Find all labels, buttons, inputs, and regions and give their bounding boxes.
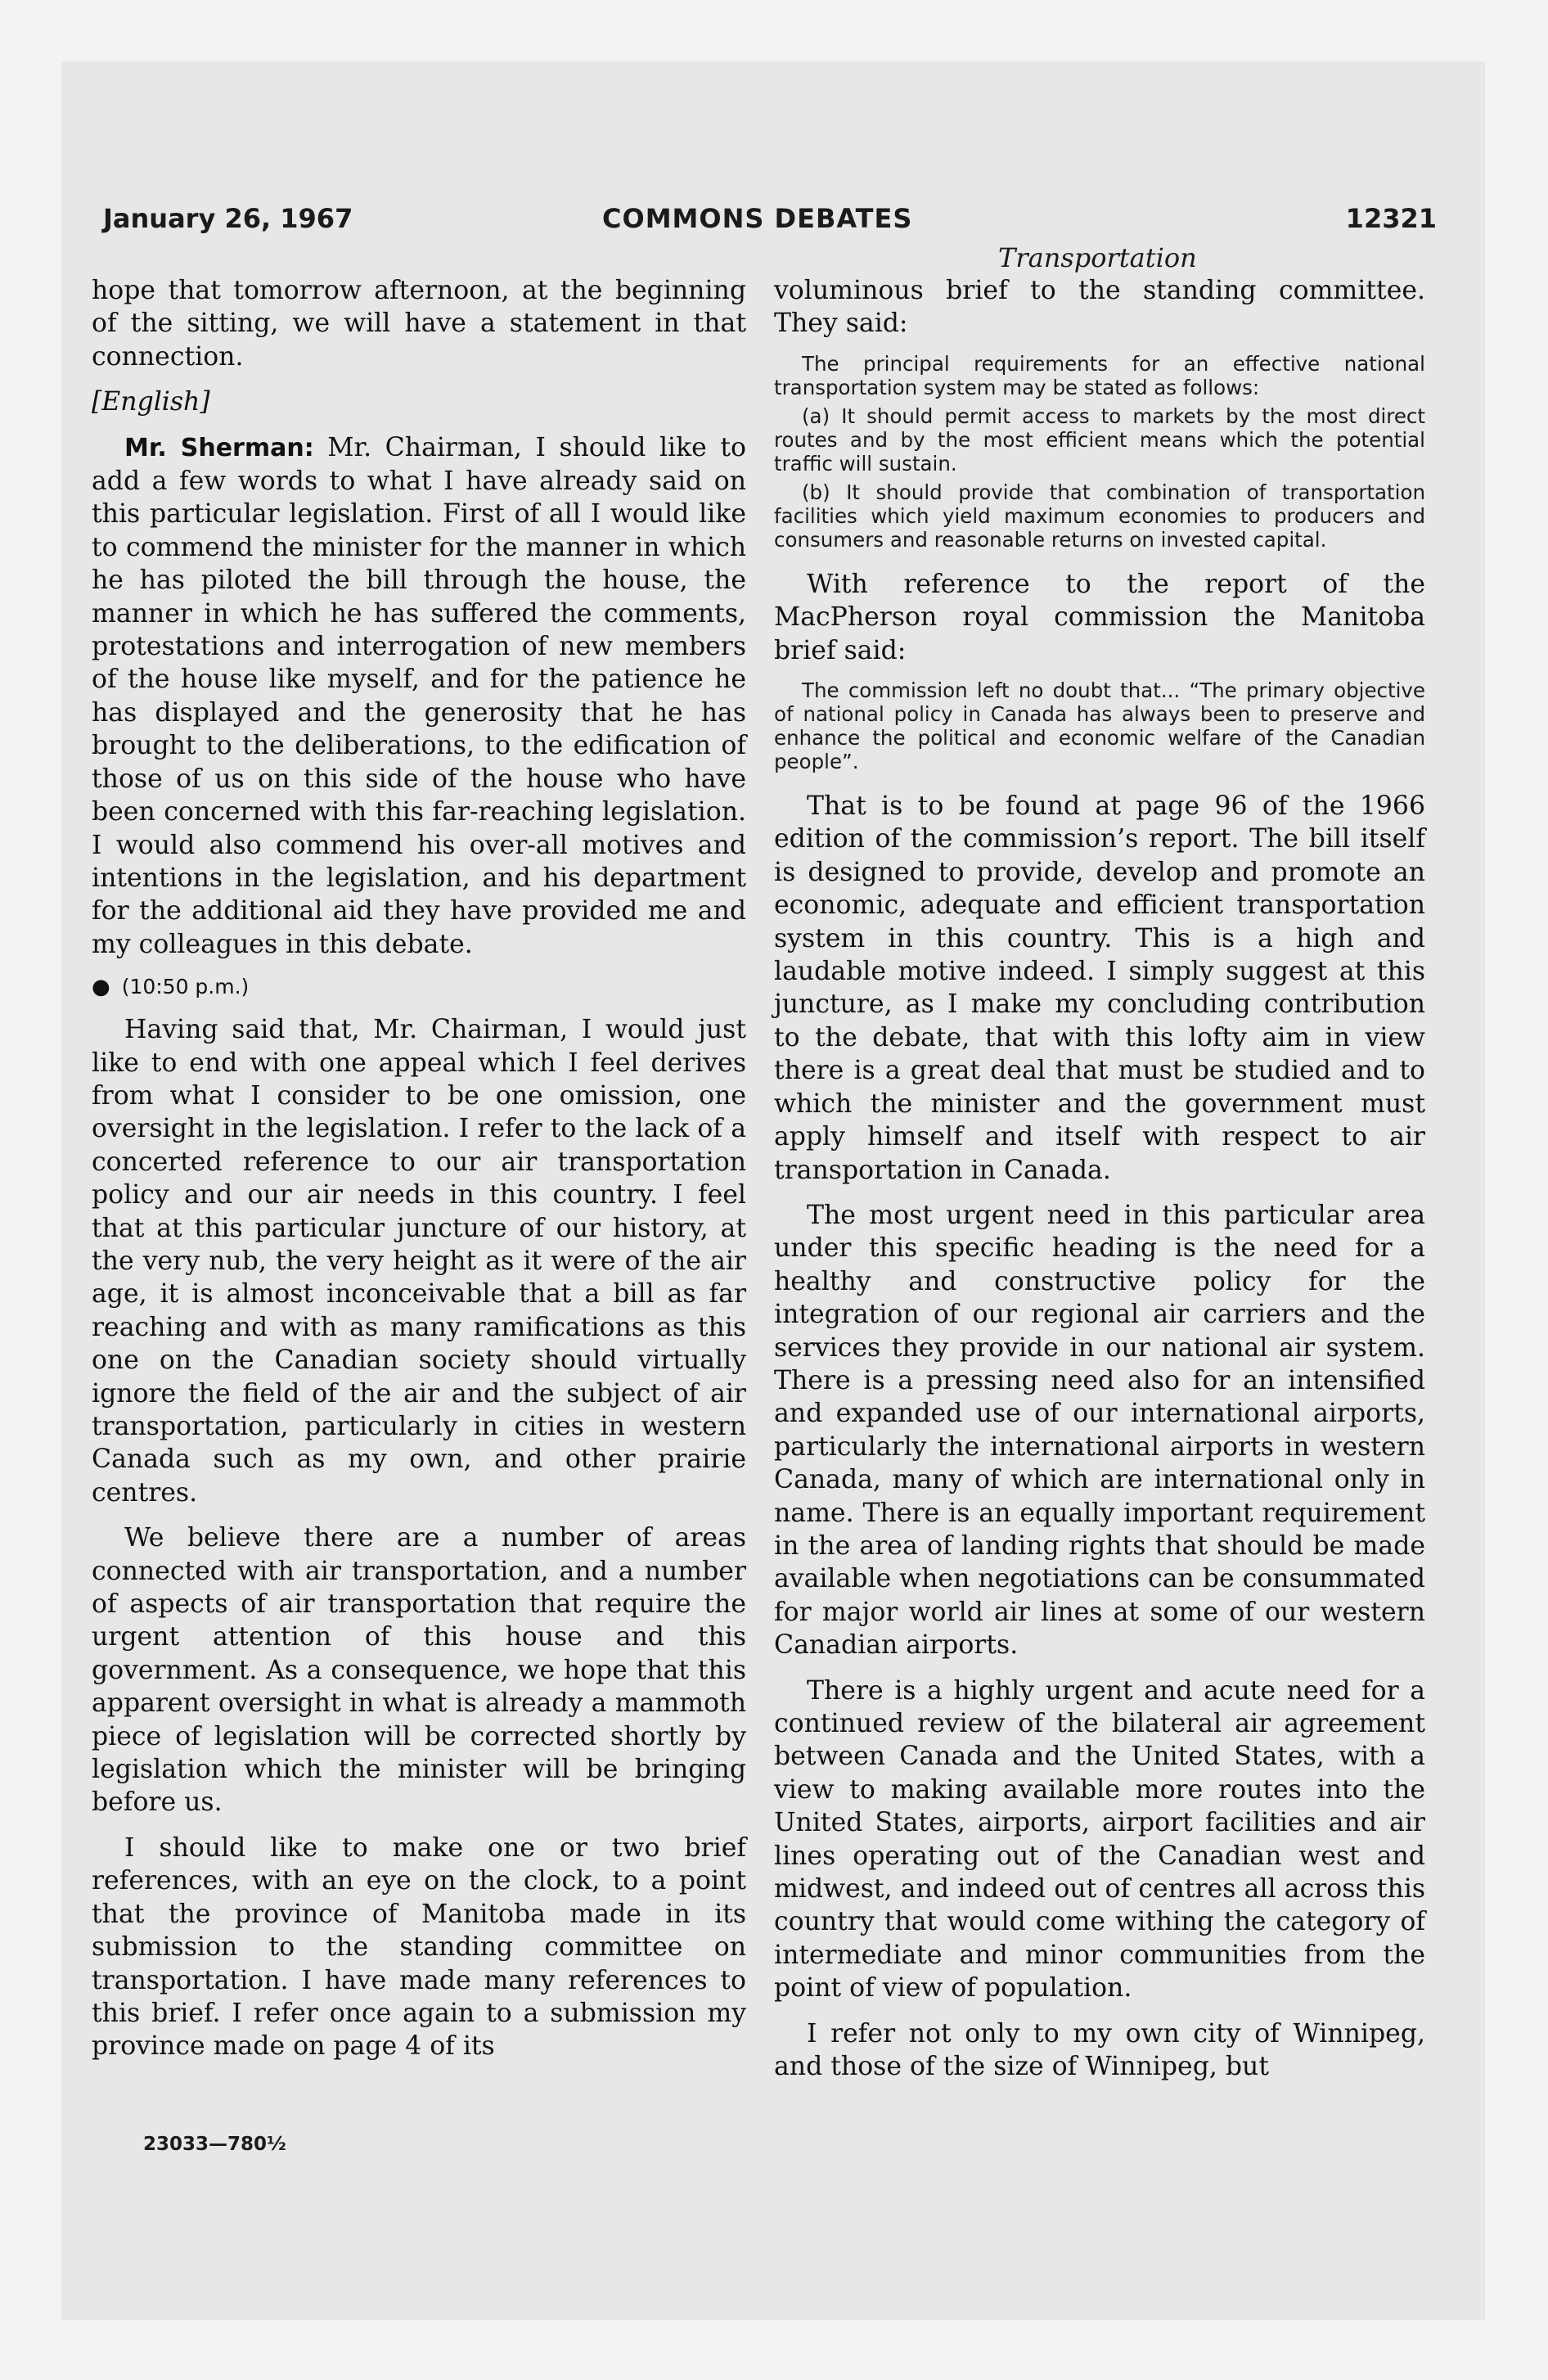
left-paragraph-3: Having said that, Mr. Chairman, I would just like to end with one appeal which I feel derives from what I consider to be one omission, one oversight in the legislation. I refer to the lack of a concerted reference to our air transportation policy and our air needs in this country. I feel that at this particular juncture of our history, at the very nub, the very height as it were of the air age, it is almost inconceivable that a bill as far reaching and with as many ramifications as this one on the Canadian society should virtually ignore the field of the air and the subject of air transportation, particularly in cities in western Canada such as my own, and other prairie centres.	[92, 1015, 746, 1508]
right-paragraph-3: That is to be found at page 96 of the 1966 edition of the commission’s report. The bill itself is designed to provide, develop and promote an economic, adequate and efficient transportation system in this country. This is a high and laudable motive indeed. I simply suggest at this juncture, as I make my concluding contribution to the debate, that with this lofty aim in view there is a great deal that must be studied and to which the minister and the government must apply himself and itself with respect to air transportation in Canada.	[774, 791, 1425, 1185]
speech-text: Mr. Chairman, I should like to add a few words to what I have already said on this particular legislation. First of all I would like to commend the minister for the manner in which he has piloted the bill through the house, the manner in which he has suffered the comments, protestations and interrogation of new members of the house like myself, and for the patience he has displayed and the generosity that he has brought to the deliberations, to the edification of those of us on this side of the house who have been concerned with this far-reaching legislation. I would also commend his over-all motives and intentions in the legislation, and his department for the additional aid they have provided me and my colleagues in this debate.	[92, 432, 746, 959]
time-text: (10:50 p.m.)	[121, 975, 250, 999]
right-paragraph-5: There is a highly urgent and acute need for a continued review of the bilateral air agreement between Canada and the United States, with a view to making available more routes into the United States, airports, airport facilities and air lines operating out of the Canadian west and midwest, and indeed out of centres all across this country that would come withing the category of intermediate and minor communities from the point of view of population.	[774, 1675, 1425, 2004]
block-quote-2	[774, 678, 1425, 773]
language-tag: [English]	[92, 387, 210, 417]
left-paragraph-2	[92, 431, 746, 962]
section-title: Transportation	[998, 242, 1197, 273]
left-column	[92, 274, 746, 2063]
page-header	[103, 203, 1437, 244]
quote-commission: The commission left no doubt that... “The primary objective of national policy in Canada has always been to preserve and enhance the political and economic welfare of the Canadian people”.	[774, 678, 1425, 774]
quote-item-a: (a) It should permit access to markets by the most direct routes and by the most efficient means which the potential traffic will sustain.	[774, 403, 1425, 476]
right-paragraph-6: I refer not only to my own city of Winnipeg, and those of the size of Winnipeg, but	[774, 2018, 1425, 2082]
right-column	[774, 274, 1425, 2083]
left-paragraph-4: We believe there are a number of areas connected with air transportation, and a number of aspects of air transportation that require the urgent attention of this house and this government. As a consequence, we hope that this apparent oversight in what is already a mammoth piece of legislation will be corrected shortly by legislation which the minister will be bringing before us.	[92, 1523, 746, 1818]
left-paragraph-5: I should like to make one or two brief references, with an eye on the clock, to a point that the province of Manitoba made in its submission to the standing committee on transportation. I have made many references to this brief. I refer once again to a submission my province made on page 4 of its	[92, 1832, 746, 2062]
quote-item-b: (b) It should provide that combination of transportation facilities which yield maximum economies to producers and consumers and reasonable returns on invested capital.	[774, 480, 1425, 552]
block-quote-1	[774, 352, 1425, 552]
footer-print-code: 23033—780½	[143, 2134, 286, 2155]
time-marker	[92, 973, 746, 1001]
right-paragraph-2: With reference to the report of the MacPherson royal commission the Manitoba brief said:	[774, 569, 1425, 665]
right-paragraph-4: The most urgent need in this particular area under this specific heading is the need for a healthy and constructive policy for the integration of our regional air carriers and the services they provide in our national air system. There is a pressing need also for an intensified and expanded use of our international airports, particularly the international airports in western Canada, many of which are international only in name. There is an equally important requirement in the area of landing rights that should be made available when negotiations can be consummated for major world air lines at some of our western Canadian airports.	[774, 1200, 1425, 1661]
header-date: January 26, 1967	[103, 203, 353, 234]
speaker-name: Mr. Sherman:	[124, 433, 314, 462]
header-publication: COMMONS DEBATES	[602, 203, 913, 234]
header-page-number: 12321	[1345, 203, 1437, 234]
quote-intro: The principal requirements for an effective national transportation system may be stated as follows:	[774, 351, 1425, 399]
right-paragraph-1: voluminous brief to the standing committee. They said:	[774, 276, 1425, 339]
time-bullet-icon: ●	[92, 975, 110, 1000]
left-paragraph-1: hope that tomorrow afternoon, at the beginning of the sitting, we will have a statement in that connection.	[92, 276, 746, 372]
